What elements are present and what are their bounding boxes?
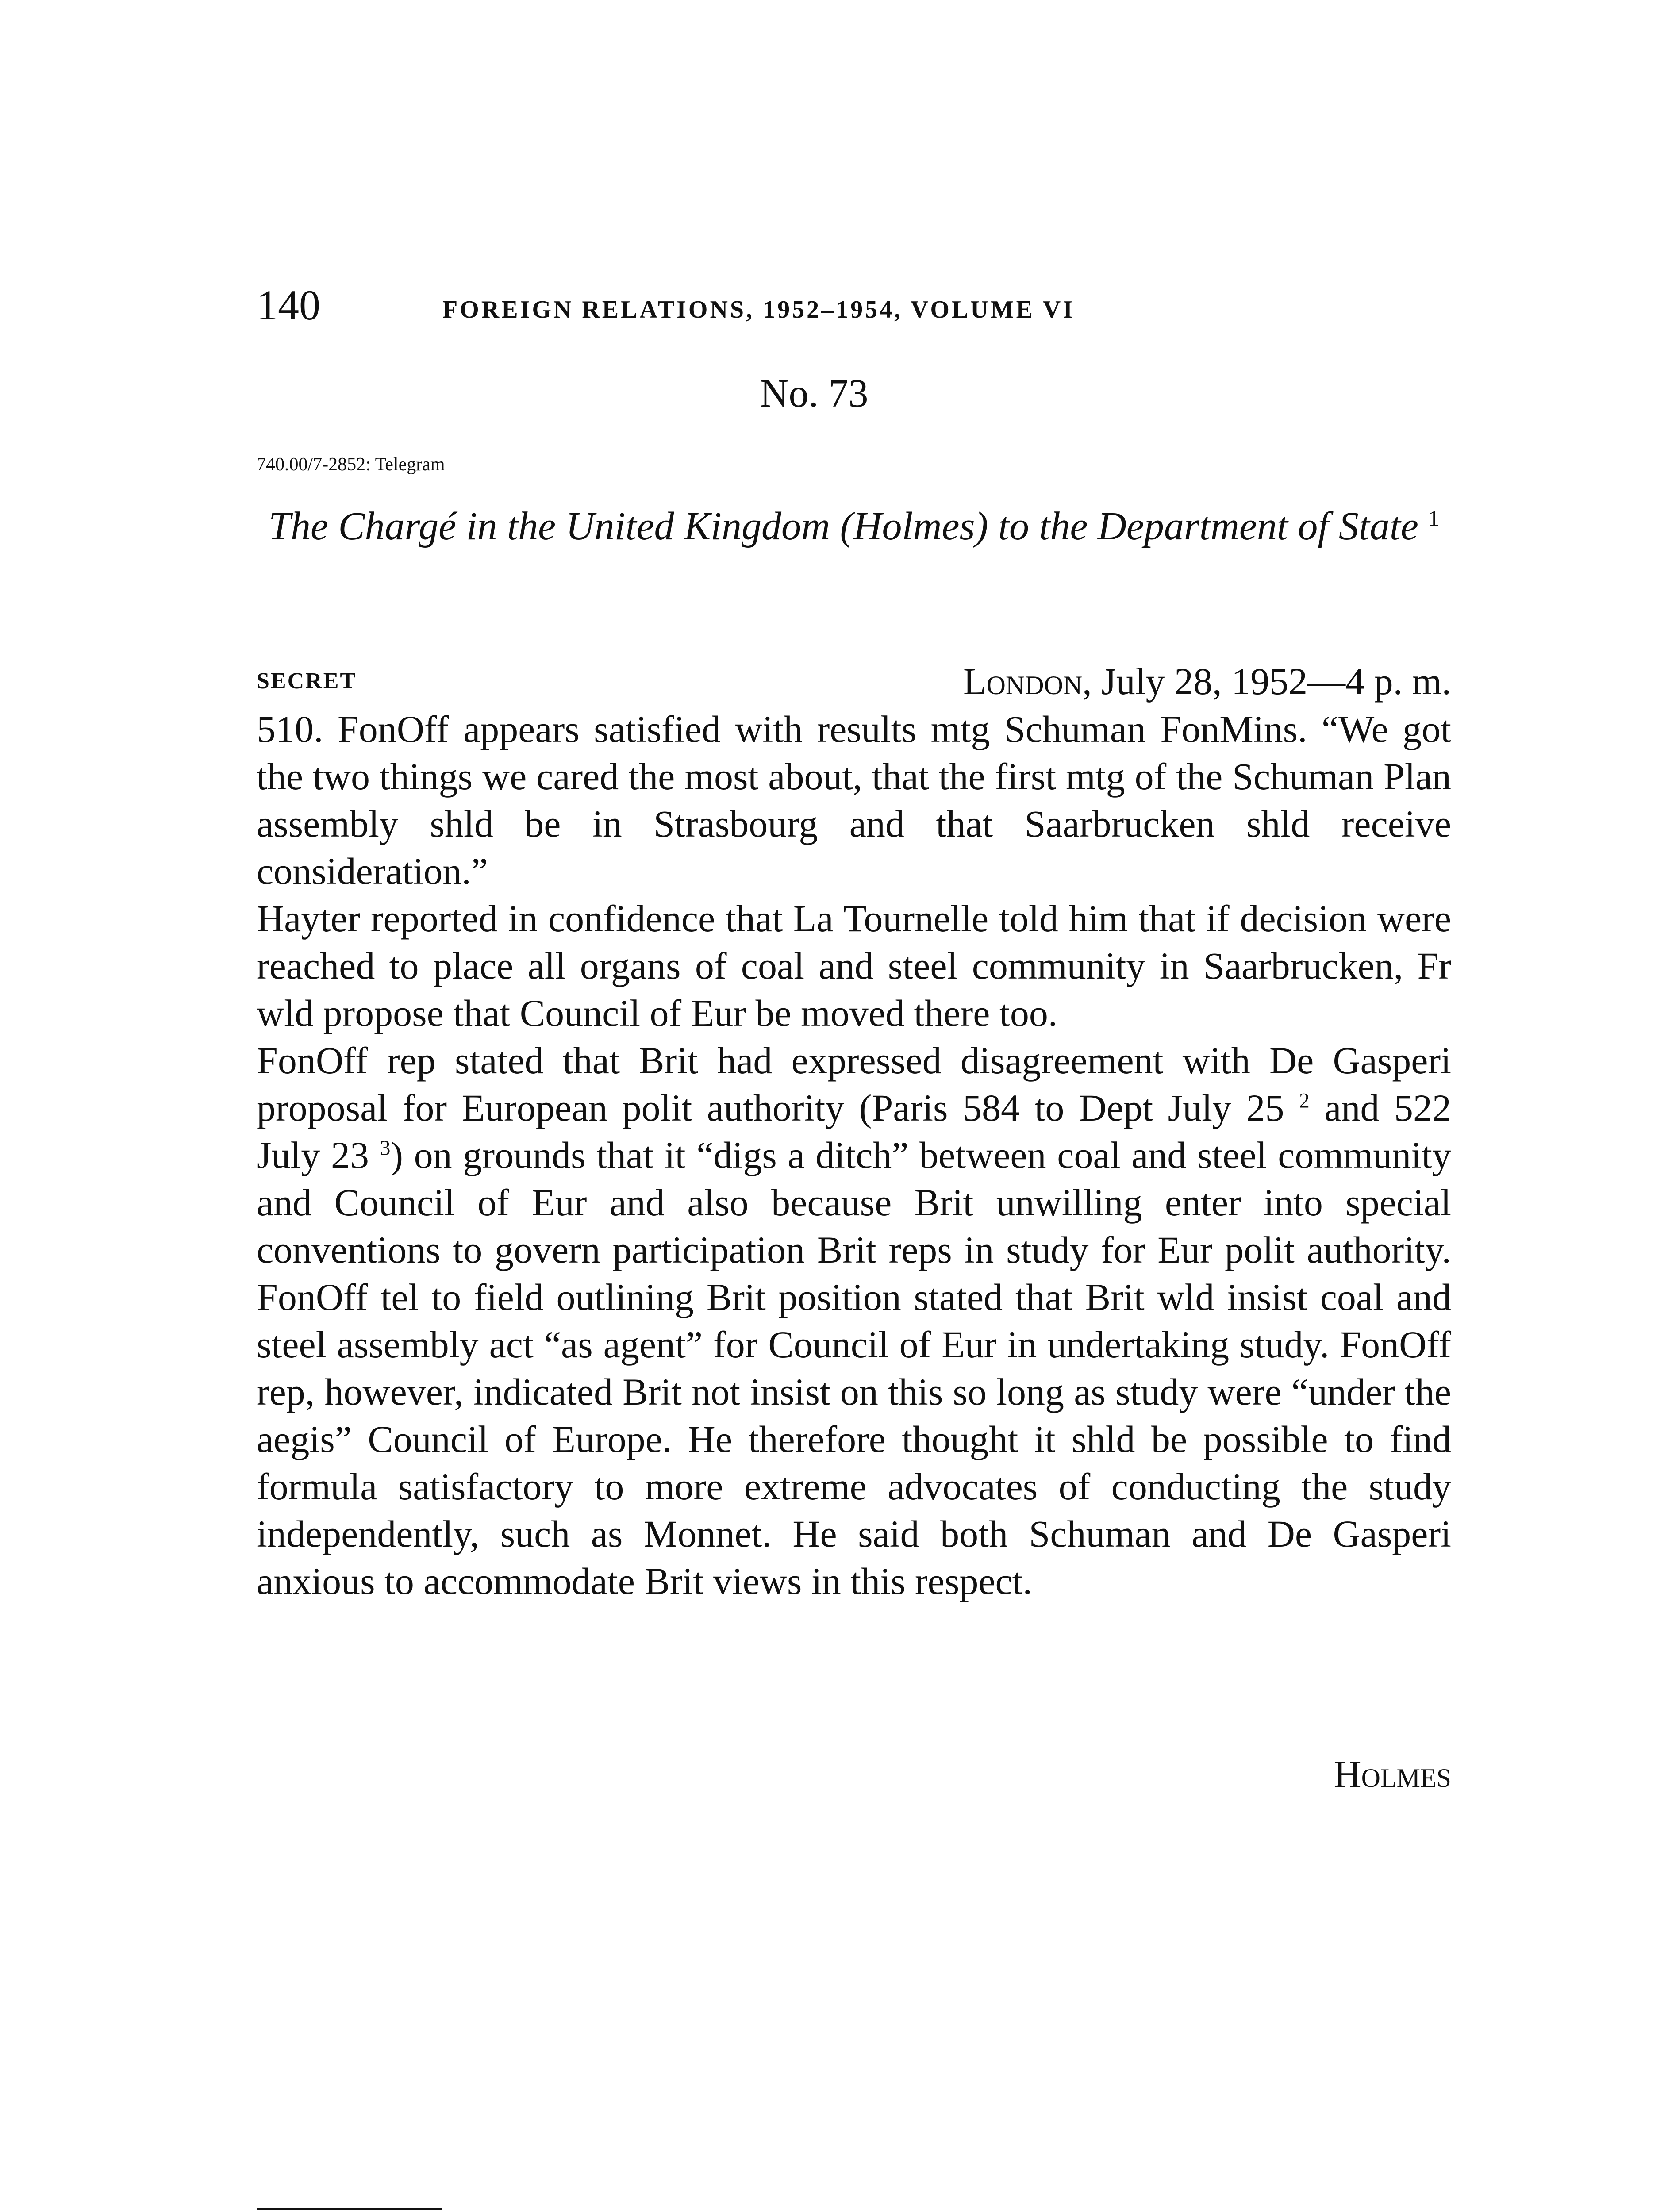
date-time: , July 28, 1952—4 p. m.: [1082, 660, 1451, 703]
signature: Holmes: [1334, 1753, 1451, 1795]
body-paragraph-2: Hayter reported in confidence that La Tournelle told him that if decision were reached to place all organs of coal and steel community in Saarbrucken, Fr wld propose that Council of Eur be moved there too.: [257, 897, 1451, 1034]
body-paragraph-1: 510. FonOff appears satisfied with results mtg Schuman FonMins. “We got the two things we cared the most about, that the first mtg of the Schuman Plan assembly shld be in Strasbourg and that Saarbrucken shld receive consideration.”: [257, 708, 1451, 892]
document-heading: [257, 500, 1451, 553]
body-paragraph-3: [257, 1037, 1451, 1605]
body-paragraph-3-part-c: ) on grounds that it “digs a ditch” between coal and steel community and Council of Eur and also because Brit unwilling enter into special conventions to govern participation Brit reps in study for Eur polit authority. FonOff tel to field outlining Brit position stated that Brit wld insist coal and steel assembly act “as agent” for Council of Eur in undertaking study. FonOff rep, however, indicated Brit not insist on this so long as study were “under the aegis” Council of Europe. He therefore thought it shld be possible to find formula satisfactory to more extreme advocates of conducting the study independently, such as Monnet. He said both Schuman and De Gasperi anxious to accommodate Brit views in this respect.: [257, 1134, 1451, 1602]
classification-label: SECRET: [257, 668, 357, 694]
heading-text: The Chargé in the United Kingdom (Holmes) to the Department of State: [268, 504, 1418, 548]
file-reference: 740.00/7-2852: Telegram: [257, 454, 445, 475]
running-title: FOREIGN RELATIONS, 1952–1954, VOLUME VI: [442, 296, 1075, 323]
place-date: [876, 655, 1451, 708]
telegram-body: [257, 706, 1451, 1605]
page-number: 140: [257, 281, 320, 329]
body-paragraph-3-part-a: FonOff rep stated that Brit had expressed disagreement with De Gasperi proposal for European polit authority (Paris 584 to Dept July 25: [257, 1039, 1451, 1129]
running-head: [257, 274, 1451, 336]
document-number: No. 73: [760, 372, 869, 415]
heading-footnote-mark: 1: [1428, 506, 1440, 530]
footnote-divider: [257, 2208, 442, 2210]
footnote-ref-3: 3: [380, 1137, 391, 1160]
body-paragraph-3-part-b: and 522 July 23: [257, 1087, 1452, 1176]
footnote-ref-2: 2: [1299, 1089, 1310, 1113]
place: London: [963, 660, 1083, 703]
